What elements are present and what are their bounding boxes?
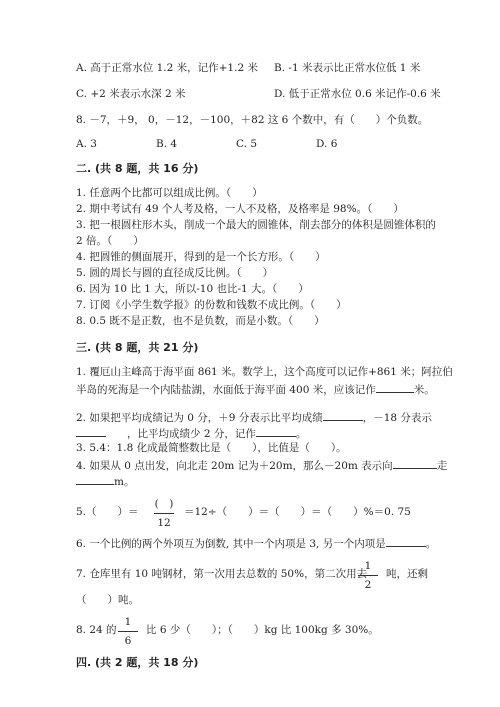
- s3-q5-fraction: [154, 497, 174, 530]
- s3-q7-line2: （ ）吨。: [76, 594, 139, 606]
- s3-q6-text: 6. 一个比例的两个外项互为倒数, 其中一个内项是 3, 另一个内项是: [76, 538, 386, 550]
- s2-item-2: 2. 期中考试有 49 个人考及格，一人不及格，及格率是 98%。（ ）: [76, 203, 404, 215]
- s3-q7-line1-pre: 7. 仓库里有 10 吨钢材，第一次用去总数的 50%，第二次用去: [76, 568, 368, 580]
- s3-q6-end: 。: [425, 538, 437, 550]
- answer-blank[interactable]: [376, 381, 414, 393]
- s3-q6: [76, 535, 436, 551]
- s3-q2-end: 。: [295, 428, 307, 440]
- fraction-numerator: 1: [124, 616, 132, 628]
- answer-blank[interactable]: [76, 425, 106, 437]
- s3-q2-line1: [76, 409, 432, 425]
- fraction-denominator: 12: [157, 517, 171, 529]
- answer-blank[interactable]: [323, 409, 363, 421]
- s3-q8-pre: 8. 24 的: [76, 624, 117, 636]
- answer-blank[interactable]: [393, 457, 437, 469]
- fraction-numerator: 1: [364, 560, 372, 572]
- section-2-title: 二. (共 8 题，共 16 分): [76, 162, 199, 175]
- fraction-denominator: 2: [364, 579, 372, 591]
- s2-item-7: 7. 订阅《小学生数学报》的份数和钱数不成比例。（ ）: [76, 299, 347, 311]
- fraction-bar: [358, 575, 378, 576]
- question-8-stem: 8. －7，＋9， 0，－12，－100，＋82 这 6 个数中，有（ ）个负数。: [76, 114, 429, 126]
- s2-item-6: 6. 因为 10 比 1 大，所以-10 也比-1 大。（ ）: [76, 283, 309, 295]
- s3-q7-fraction: [358, 559, 378, 592]
- s3-q7-line1-post: 吨，还剩: [386, 568, 428, 580]
- q8-option-b: B. 4: [156, 138, 178, 150]
- q8-option-a: A. 3: [76, 138, 97, 150]
- s3-q4-text: 4. 如果从 0 点出发，向北走 20m 记为＋20m，那么－20m 表示向: [76, 460, 393, 472]
- s3-q1-text: 半岛的死海是一个内陆盐湖，水面低于海平面 400 米，应该记作: [76, 384, 376, 396]
- s2-item-3: 3. 把一根圆柱形木头，削成一个最大的圆锥体，削去部分的体积是圆锥体积的: [76, 219, 436, 231]
- s3-q2-text-2: ，比平均成绩少 2 分，记作: [106, 428, 256, 440]
- s3-q2-text: 2. 如果把平均成绩记为 0 分，＋9 分表示比平均成绩: [76, 412, 323, 424]
- option-b: B. -1 米表示比正常水位低 1 米: [274, 62, 421, 74]
- s3-q1-line2: [76, 381, 435, 397]
- s2-item-1: 1. 任意两个比都可以组成比例。（ ）: [76, 187, 263, 199]
- s3-q1-line1: 1. 覆厄山主峰高于海平面 861 米。数学上，这个高度可以记作+861 米；阿拉伯: [76, 366, 453, 378]
- s2-item-8: 8. 0.5 既不是正数，也不是负数，而是小数。（ ）: [76, 315, 325, 327]
- fraction-denominator: 6: [124, 635, 132, 647]
- s3-q5-part-b: ＝12÷（ ）＝（ ）＝（ ）%＝0. 75: [184, 506, 411, 518]
- option-d: D. 低于正常水位 0.6 米记作-0.6 米: [274, 88, 441, 100]
- s3-q4-unit: m。: [114, 476, 135, 488]
- s3-q5-part-a: 5.（ ）＝: [76, 506, 139, 518]
- s3-q4-walk: 走: [436, 460, 448, 472]
- option-a: A. 高于正常水位 1.2 米，记作+1.2 米: [76, 62, 258, 74]
- option-c: C. +2 米表示水深 2 米: [76, 88, 186, 100]
- answer-blank[interactable]: [76, 473, 114, 485]
- s2-item-4: 4. 把圆锥的侧面展开，得到的是一个长方形。（ ）: [76, 251, 326, 263]
- s2-item-5: 5. 圆的周长与圆的直径成反比例。（ ）: [76, 267, 274, 279]
- s2-item-3-cont: 2 倍。（ ）: [76, 235, 144, 247]
- q8-option-d: D. 6: [316, 138, 338, 150]
- s3-q2-line2: [76, 425, 306, 441]
- s3-q8-fraction: [118, 615, 138, 648]
- answer-blank[interactable]: [256, 425, 296, 437]
- section-4-title: 四. (共 2 题，共 18 分): [76, 656, 199, 669]
- s3-q3: 3. 5.4：1.8 化成最简整数比是（ ），比值是（ ）。: [76, 442, 347, 454]
- s3-q4-line1: [76, 457, 447, 473]
- fraction-bar: [118, 631, 138, 632]
- s3-q4-line2: [76, 473, 134, 489]
- fraction-bar: [154, 513, 174, 514]
- s3-q2-text-mid: ，－18 分表示: [362, 412, 432, 424]
- s3-q8-post: 比 6 少（ ）；（ ）kg 比 100kg 多 30%。: [146, 624, 379, 636]
- fraction-numerator: ( ): [154, 498, 174, 510]
- section-3-title: 三. (共 8 题，共 21 分): [76, 341, 199, 354]
- s3-q1-unit: 米。: [413, 384, 435, 396]
- answer-blank[interactable]: [386, 535, 426, 547]
- q8-option-c: C. 5: [236, 138, 258, 150]
